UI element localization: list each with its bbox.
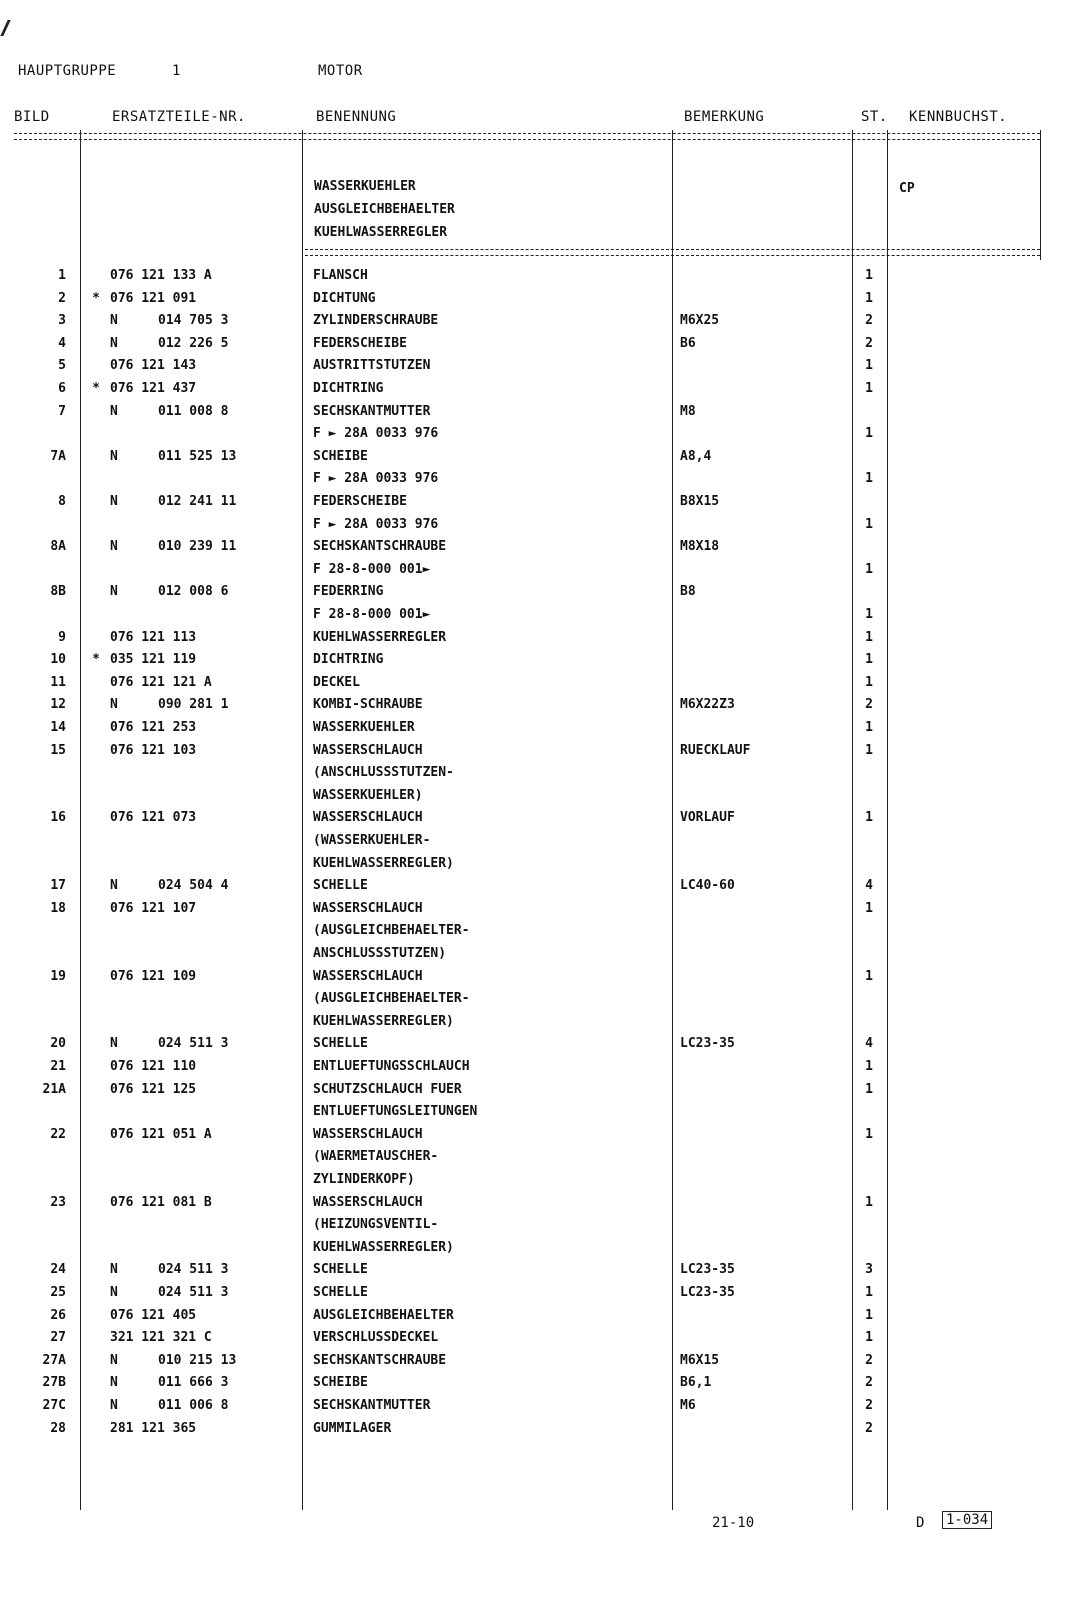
bild-cell: 18 — [50, 900, 66, 916]
table-row — [0, 923, 1084, 945]
table-row — [0, 562, 1084, 584]
table-row — [0, 1149, 1084, 1171]
ersatzteil-cell: 076 121 073 — [110, 810, 197, 826]
bild-cell: 4 — [58, 335, 66, 351]
table-row — [0, 969, 1084, 991]
ersatzteil-cell: 281 121 365 — [110, 1420, 197, 1436]
ersatzteil-cell: 076 121 121 A — [110, 674, 212, 690]
benennung-cell: WASSERSCHLAUCH — [313, 810, 423, 826]
bild-cell: 28 — [50, 1420, 66, 1436]
bemerkung-cell: LC23-35 — [680, 1036, 735, 1052]
benennung-cell: F ► 28A 0033 976 — [313, 516, 439, 532]
col-kennbuchst: KENNBUCHST. — [909, 109, 1008, 125]
n-cell: N — [110, 1352, 118, 1368]
table-row — [0, 313, 1084, 335]
bemerkung-cell: A8,4 — [680, 448, 712, 464]
bild-cell: 12 — [50, 697, 66, 713]
table-row — [0, 1240, 1084, 1262]
bild-cell: 3 — [58, 313, 66, 329]
st-cell: 2 — [865, 1352, 873, 1368]
benennung-cell: SCHELLE — [313, 1262, 368, 1278]
benennung-cell: AUSGLEICHBEHAELTER — [313, 1307, 454, 1323]
bild-cell: 21A — [42, 1081, 66, 1097]
ersatzteil-cell: 076 121 107 — [110, 900, 197, 916]
bild-cell: 8A — [50, 539, 66, 555]
table-row — [0, 788, 1084, 810]
benennung-cell: SCHELLE — [313, 1285, 368, 1300]
benennung-cell: SECHSKANTMUTTER — [313, 1398, 431, 1413]
benennung-cell: KOMBI-SCHRAUBE — [313, 697, 423, 713]
bild-cell: 7A — [50, 448, 66, 464]
benennung-cell: (ANSCHLUSSSTUTZEN- — [313, 765, 454, 781]
bemerkung-cell: B8X15 — [680, 494, 720, 509]
col-st: ST. — [861, 109, 888, 125]
bild-cell: 8B — [50, 584, 66, 600]
intro-line: AUSGLEICHBEHAELTER — [314, 202, 455, 217]
ersatzteil-cell: 076 121 253 — [110, 720, 197, 735]
table-row — [0, 336, 1084, 358]
benennung-cell: ENTLUEFTUNGSLEITUNGEN — [313, 1104, 478, 1120]
table-row — [0, 1217, 1084, 1239]
bild-cell: 23 — [50, 1194, 66, 1210]
benennung-cell: KUEHLWASSERREGLER) — [313, 1013, 454, 1029]
benennung-cell: GUMMILAGER — [313, 1420, 392, 1436]
st-cell: 1 — [865, 1126, 873, 1142]
ersatzteil-cell: 076 121 143 — [110, 358, 197, 374]
page-ref: 21-10 — [712, 1515, 755, 1531]
benennung-cell: WASSERKUEHLER — [313, 720, 415, 735]
benennung-cell: FEDERSCHEIBE — [313, 335, 407, 351]
bild-cell: 16 — [50, 810, 66, 826]
ersatzteil-cell: 035 121 119 — [110, 652, 197, 668]
st-cell: 2 — [865, 697, 873, 713]
table-row — [0, 426, 1084, 448]
ersatzteil-cell: 010 239 11 — [158, 539, 237, 555]
bild-cell: 21 — [50, 1059, 66, 1074]
benennung-cell: F 28-8-000 001► — [313, 607, 431, 622]
n-cell: N — [110, 697, 118, 713]
bemerkung-cell: M6X25 — [680, 313, 720, 329]
table-row — [0, 1082, 1084, 1104]
benennung-cell: KUEHLWASSERREGLER) — [313, 855, 454, 871]
table-row — [0, 1308, 1084, 1330]
ersatzteil-cell: 076 121 437 — [110, 381, 197, 396]
table-row — [0, 720, 1084, 742]
st-cell: 1 — [865, 674, 873, 690]
star-cell: * — [92, 381, 100, 396]
table-row — [0, 901, 1084, 923]
bemerkung-cell: M8X18 — [680, 539, 720, 555]
table-row — [0, 675, 1084, 697]
benennung-cell: (WAERMETAUSCHER- — [313, 1149, 439, 1165]
bemerkung-cell: M6X22Z3 — [680, 697, 735, 713]
benennung-cell: F ► 28A 0033 976 — [313, 426, 439, 442]
ersatzteil-cell: 024 511 3 — [158, 1285, 229, 1300]
footer-code: 1-034 — [942, 1511, 992, 1529]
benennung-cell: SCHELLE — [313, 878, 368, 894]
st-cell: 1 — [865, 516, 873, 532]
benennung-cell: SCHELLE — [313, 1036, 368, 1052]
divider-right — [1040, 130, 1041, 260]
bild-cell: 11 — [50, 674, 66, 690]
ersatzteil-cell: 076 121 110 — [110, 1059, 197, 1074]
benennung-cell: ENTLUEFTUNGSSCHLAUCH — [313, 1059, 470, 1074]
ersatzteil-cell: 076 121 405 — [110, 1307, 197, 1323]
st-cell: 2 — [865, 1420, 873, 1436]
st-cell: 1 — [865, 742, 873, 758]
benennung-cell: ZYLINDERSCHRAUBE — [313, 313, 439, 329]
star-cell: * — [92, 290, 100, 306]
col-ersatzteil: ERSATZTEILE-NR. — [112, 109, 246, 125]
table-row — [0, 946, 1084, 968]
st-cell: 1 — [865, 1081, 873, 1097]
ersatzteil-cell: 011 525 13 — [158, 448, 237, 464]
benennung-cell: SECHSKANTSCHRAUBE — [313, 539, 447, 555]
ersatzteil-cell: 090 281 1 — [158, 697, 229, 713]
st-cell: 3 — [865, 1262, 873, 1278]
table-row — [0, 539, 1084, 561]
table-row — [0, 1127, 1084, 1149]
table-row — [0, 358, 1084, 380]
ersatzteil-cell: 012 226 5 — [158, 335, 229, 351]
st-cell: 2 — [865, 1375, 873, 1391]
n-cell: N — [110, 878, 118, 894]
table-row — [0, 1036, 1084, 1058]
n-cell: N — [110, 1285, 118, 1300]
bild-cell: 19 — [50, 968, 66, 984]
table-row — [0, 1172, 1084, 1194]
n-cell: N — [110, 584, 118, 600]
table-row — [0, 1195, 1084, 1217]
benennung-cell: F ► 28A 0033 976 — [313, 471, 439, 487]
st-cell: 1 — [865, 900, 873, 916]
ersatzteil-cell: 011 666 3 — [158, 1375, 229, 1391]
st-cell: 1 — [865, 629, 873, 645]
bild-cell: 27B — [42, 1375, 66, 1391]
bild-cell: 26 — [50, 1307, 66, 1323]
bild-cell: 27A — [42, 1352, 66, 1368]
group-name: MOTOR — [318, 63, 363, 79]
n-cell: N — [110, 448, 118, 464]
st-cell: 1 — [865, 290, 873, 306]
bemerkung-cell: RUECKLAUF — [680, 742, 751, 758]
table-row — [0, 1375, 1084, 1397]
table-row — [0, 630, 1084, 652]
table-row — [0, 1330, 1084, 1352]
st-cell: 2 — [865, 335, 873, 351]
ersatzteil-cell: 011 008 8 — [158, 403, 229, 419]
bild-cell: 27 — [50, 1330, 66, 1346]
bemerkung-cell: B6,1 — [680, 1375, 712, 1391]
benennung-cell: SECHSKANTMUTTER — [313, 403, 431, 419]
table-row — [0, 471, 1084, 493]
benennung-cell: (WASSERKUEHLER- — [313, 833, 431, 848]
ersatzteil-cell: 010 215 13 — [158, 1352, 237, 1368]
benennung-cell: VERSCHLUSSDECKEL — [313, 1330, 439, 1346]
group-label: HAUPTGRUPPE — [18, 63, 117, 79]
intro-line: WASSERKUEHLER — [314, 179, 416, 194]
ersatzteil-cell: 076 121 113 — [110, 629, 197, 645]
n-cell: N — [110, 539, 118, 555]
st-cell: 1 — [865, 426, 873, 442]
bild-cell: 6 — [58, 381, 66, 396]
bild-cell: 1 — [58, 268, 66, 283]
ersatzteil-cell: 076 121 051 A — [110, 1126, 212, 1142]
benennung-cell: SCHUTZSCHLAUCH FUER — [313, 1081, 462, 1097]
ersatzteil-cell: 076 121 103 — [110, 742, 197, 758]
bild-cell: 17 — [50, 878, 66, 894]
bild-cell: 22 — [50, 1126, 66, 1142]
intro-kennbuchst: CP — [899, 181, 915, 196]
table-row — [0, 494, 1084, 516]
bild-cell: 15 — [50, 742, 66, 758]
table-row — [0, 1421, 1084, 1443]
table-row — [0, 381, 1084, 403]
benennung-cell: KUEHLWASSERREGLER) — [313, 1239, 454, 1255]
st-cell: 2 — [865, 1398, 873, 1413]
st-cell: 1 — [865, 561, 873, 577]
ersatzteil-cell: 076 121 081 B — [110, 1194, 212, 1210]
n-cell: N — [110, 403, 118, 419]
table-row — [0, 1285, 1084, 1307]
st-cell: 1 — [865, 1330, 873, 1346]
table-row — [0, 1262, 1084, 1284]
table-row — [0, 607, 1084, 629]
ersatzteil-cell: 012 241 11 — [158, 494, 237, 509]
st-cell: 1 — [865, 607, 873, 622]
bemerkung-cell: B8 — [680, 584, 696, 600]
ersatzteil-cell: 024 511 3 — [158, 1262, 229, 1278]
n-cell: N — [110, 1398, 118, 1413]
bild-cell: 10 — [50, 652, 66, 668]
benennung-cell: ZYLINDERKOPF) — [313, 1172, 415, 1187]
bild-cell: 8 — [58, 494, 66, 509]
col-bild: BILD — [14, 109, 50, 125]
bild-cell: 24 — [50, 1262, 66, 1278]
benennung-cell: WASSERSCHLAUCH — [313, 900, 423, 916]
table-row — [0, 1104, 1084, 1126]
benennung-cell: KUEHLWASSERREGLER — [313, 629, 447, 645]
st-cell: 1 — [865, 652, 873, 668]
intro-line: KUEHLWASSERREGLER — [314, 225, 448, 240]
table-row — [0, 1059, 1084, 1081]
st-cell: 1 — [865, 1059, 873, 1074]
st-cell: 1 — [865, 1285, 873, 1300]
ersatzteil-cell: 014 705 3 — [158, 313, 229, 329]
benennung-cell: (AUSGLEICHBEHAELTER- — [313, 923, 470, 939]
st-cell: 1 — [865, 968, 873, 984]
st-cell: 1 — [865, 810, 873, 826]
bild-cell: 2 — [58, 290, 66, 306]
bild-cell: 9 — [58, 629, 66, 645]
ersatzteil-cell: 076 121 133 A — [110, 268, 212, 283]
n-cell: N — [110, 313, 118, 329]
table-row — [0, 765, 1084, 787]
group-number: 1 — [172, 63, 181, 79]
ersatzteil-cell: 024 504 4 — [158, 878, 229, 894]
benennung-cell: FEDERRING — [313, 584, 384, 600]
benennung-cell: DICHTRING — [313, 652, 384, 668]
bild-cell: 20 — [50, 1036, 66, 1052]
ersatzteil-cell: 024 511 3 — [158, 1036, 229, 1052]
benennung-cell: FLANSCH — [313, 268, 368, 283]
footer-letter: D — [916, 1515, 925, 1531]
ersatzteil-cell: 076 121 109 — [110, 968, 197, 984]
benennung-cell: F 28-8-000 001► — [313, 561, 431, 577]
table-row — [0, 268, 1084, 290]
benennung-cell: DICHTRING — [313, 381, 384, 396]
bild-cell: 27C — [42, 1398, 66, 1413]
table-row — [0, 878, 1084, 900]
benennung-cell: SECHSKANTSCHRAUBE — [313, 1352, 447, 1368]
benennung-cell: WASSERSCHLAUCH — [313, 1126, 423, 1142]
table-row — [0, 652, 1084, 674]
st-cell: 1 — [865, 381, 873, 396]
ersatzteil-cell: 076 121 125 — [110, 1081, 197, 1097]
n-cell: N — [110, 1375, 118, 1391]
bemerkung-cell: LC40-60 — [680, 878, 735, 894]
table-row — [0, 517, 1084, 539]
st-cell: 4 — [865, 878, 873, 894]
n-cell: N — [110, 1036, 118, 1052]
table-row — [0, 856, 1084, 878]
bemerkung-cell: LC23-35 — [680, 1262, 735, 1278]
table-row — [0, 584, 1084, 606]
st-cell: 1 — [865, 471, 873, 487]
bemerkung-cell: LC23-35 — [680, 1285, 735, 1300]
st-cell: 1 — [865, 358, 873, 374]
col-benennung: BENENNUNG — [316, 109, 397, 125]
n-cell: N — [110, 494, 118, 509]
benennung-cell: DICHTUNG — [313, 290, 376, 306]
table-row — [0, 991, 1084, 1013]
bild-cell: 14 — [50, 720, 66, 735]
table-row — [0, 1398, 1084, 1420]
bild-cell: 25 — [50, 1285, 66, 1300]
ersatzteil-cell: 012 008 6 — [158, 584, 229, 600]
table-row — [0, 1353, 1084, 1375]
st-cell: 1 — [865, 1194, 873, 1210]
n-cell: N — [110, 335, 118, 351]
benennung-cell: SCHEIBE — [313, 448, 368, 464]
bemerkung-cell: M6 — [680, 1398, 696, 1413]
pen-mark — [0, 20, 10, 36]
ersatzteil-cell: 011 006 8 — [158, 1398, 229, 1413]
table-row — [0, 810, 1084, 832]
ersatzteil-cell: 076 121 091 — [110, 290, 197, 306]
col-bemerkung: BEMERKUNG — [684, 109, 765, 125]
table-row — [0, 449, 1084, 471]
st-cell: 1 — [865, 720, 873, 735]
bild-cell: 7 — [58, 403, 66, 419]
benennung-cell: WASSERSCHLAUCH — [313, 968, 423, 984]
st-cell: 2 — [865, 313, 873, 329]
table-row — [0, 404, 1084, 426]
table-row — [0, 697, 1084, 719]
benennung-cell: WASSERSCHLAUCH — [313, 742, 423, 758]
table-row — [0, 291, 1084, 313]
benennung-cell: SCHEIBE — [313, 1375, 368, 1391]
benennung-cell: (AUSGLEICHBEHAELTER- — [313, 991, 470, 1007]
star-cell: * — [92, 652, 100, 668]
benennung-cell: ANSCHLUSSSTUTZEN) — [313, 946, 447, 961]
n-cell: N — [110, 1262, 118, 1278]
st-cell: 1 — [865, 1307, 873, 1323]
st-cell: 4 — [865, 1036, 873, 1052]
bemerkung-cell: B6 — [680, 335, 696, 351]
table-row — [0, 1014, 1084, 1036]
bemerkung-cell: VORLAUF — [680, 810, 735, 826]
benennung-cell: AUSTRITTSTUTZEN — [313, 358, 431, 374]
benennung-cell: WASSERKUEHLER) — [313, 787, 423, 803]
benennung-cell: WASSERSCHLAUCH — [313, 1194, 423, 1210]
ersatzteil-cell: 321 121 321 C — [110, 1330, 212, 1346]
bild-cell: 5 — [58, 358, 66, 374]
bemerkung-cell: M8 — [680, 403, 696, 419]
bemerkung-cell: M6X15 — [680, 1352, 720, 1368]
benennung-cell: (HEIZUNGSVENTIL- — [313, 1217, 439, 1233]
table-row — [0, 743, 1084, 765]
benennung-cell: DECKEL — [313, 674, 360, 690]
st-cell: 1 — [865, 268, 873, 283]
benennung-cell: FEDERSCHEIBE — [313, 494, 407, 509]
table-row — [0, 833, 1084, 855]
